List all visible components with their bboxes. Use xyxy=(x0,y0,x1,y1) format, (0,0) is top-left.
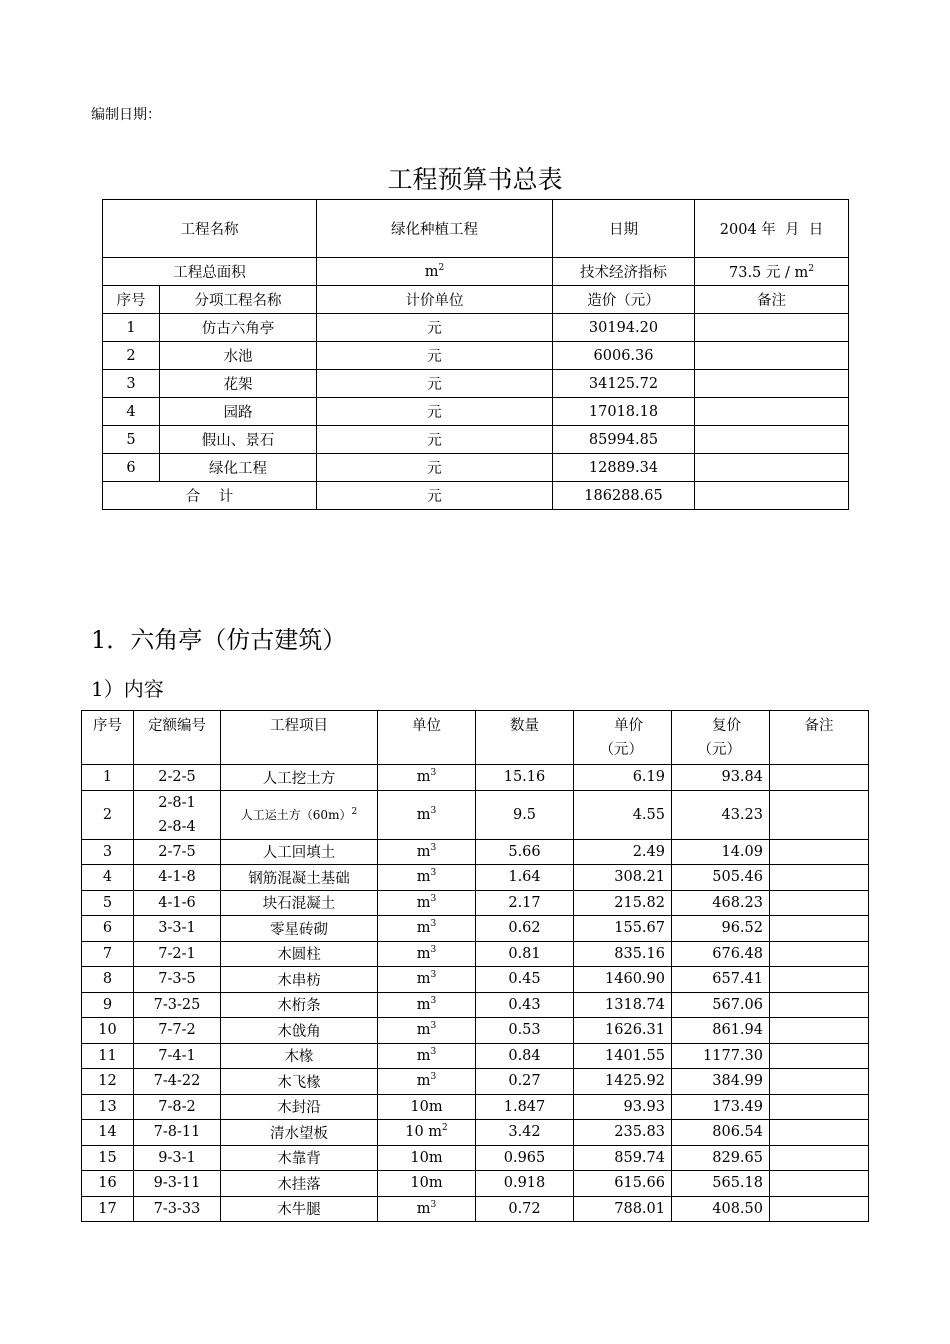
detail-row xyxy=(82,1069,869,1095)
detail-row-unit: $m^3$ xyxy=(378,967,476,993)
area-unit: $m^2$ xyxy=(317,258,553,286)
detail-row-item: 木椽 xyxy=(221,1043,378,1069)
summary-row xyxy=(103,398,849,426)
detail-row-qty: 0.45 xyxy=(476,967,574,993)
summary-row xyxy=(103,314,849,342)
detail-row-price: 1425.92 xyxy=(574,1069,672,1095)
detail-row-qty: 2.17 xyxy=(476,890,574,916)
detail-row-qty: 0.81 xyxy=(476,941,574,967)
detail-row-total: 408.50 xyxy=(672,1196,770,1222)
date-label: 编制日期： xyxy=(91,107,161,123)
subsection-title: 1）内容 xyxy=(91,677,164,701)
detail-row xyxy=(82,865,869,891)
detail-row-note xyxy=(770,1094,869,1120)
detail-row-qty: 5.66 xyxy=(476,839,574,865)
detail-row-no: 6 xyxy=(82,916,134,942)
detail-row-item: 木封沿 xyxy=(221,1094,378,1120)
detail-row-no: 5 xyxy=(82,890,134,916)
detail-col-code: 定额编号 xyxy=(134,711,221,765)
detail-row-note xyxy=(770,1196,869,1222)
detail-col-unit: 单位 xyxy=(378,711,476,765)
total-area-label: 工程总面积 xyxy=(103,258,317,286)
detail-row-note xyxy=(770,1145,869,1171)
detail-row-unit: 10m xyxy=(378,1171,476,1197)
detail-row-item: 人工运土方$(60m)^2$ xyxy=(221,790,378,839)
detail-row-item: 木串枋 xyxy=(221,967,378,993)
detail-row-item: 木挂落 xyxy=(221,1171,378,1197)
indicator-label: 技术经济指标 xyxy=(553,258,695,286)
detail-row-qty: 0.918 xyxy=(476,1171,574,1197)
detail-row-qty: 0.27 xyxy=(476,1069,574,1095)
summary-table xyxy=(102,199,849,510)
detail-row-note xyxy=(770,865,869,891)
detail-row-note xyxy=(770,992,869,1018)
detail-row-total: 806.54 xyxy=(672,1120,770,1146)
detail-row-qty: 0.72 xyxy=(476,1196,574,1222)
detail-row-unit: $m^3$ xyxy=(378,765,476,791)
summary-row-unit: 元 xyxy=(317,454,553,482)
summary-row-name: 花架 xyxy=(160,370,317,398)
summary-title: 工程预算书总表 xyxy=(387,165,563,194)
col-name: 分项工程名称 xyxy=(160,286,317,314)
date-header: 日期 xyxy=(553,200,695,258)
total-label: 合 计 xyxy=(103,482,317,510)
summary-row-no: 3 xyxy=(103,370,160,398)
detail-row-no: 15 xyxy=(82,1145,134,1171)
detail-row-unit: $m^3$ xyxy=(378,890,476,916)
detail-row-price: 1626.31 xyxy=(574,1018,672,1044)
detail-row-total: 1177.30 xyxy=(672,1043,770,1069)
summary-row-no: 4 xyxy=(103,398,160,426)
detail-row-item: 木飞椽 xyxy=(221,1069,378,1095)
detail-row-total: 468.23 xyxy=(672,890,770,916)
detail-row-no: 16 xyxy=(82,1171,134,1197)
detail-row-total: 676.48 xyxy=(672,941,770,967)
summary-row-no: 6 xyxy=(103,454,160,482)
detail-row-code: 9-3-1 xyxy=(134,1145,221,1171)
detail-row-item: 块石混凝土 xyxy=(221,890,378,916)
detail-row-item: 木圆柱 xyxy=(221,941,378,967)
detail-row-note xyxy=(770,1120,869,1146)
detail-row-item: 零星砖砌 xyxy=(221,916,378,942)
detail-row-item: 人工回填土 xyxy=(221,839,378,865)
detail-row-code: 9-3-11 xyxy=(134,1171,221,1197)
detail-row-price: 93.93 xyxy=(574,1094,672,1120)
detail-row-code: 7-3-33 xyxy=(134,1196,221,1222)
summary-row-unit: 元 xyxy=(317,398,553,426)
summary-row xyxy=(103,370,849,398)
summary-row-unit: 元 xyxy=(317,342,553,370)
detail-row-unit: 10m xyxy=(378,1094,476,1120)
detail-row-code: 2-7-5 xyxy=(134,839,221,865)
detail-row-code: 7-8-2 xyxy=(134,1094,221,1120)
detail-row-unit: 10 $m^2$ xyxy=(378,1120,476,1146)
summary-row-note xyxy=(695,370,849,398)
detail-col-price: 单价 （元） xyxy=(574,711,672,765)
total-note xyxy=(695,482,849,510)
detail-row-qty: 0.965 xyxy=(476,1145,574,1171)
indicator-value: 73.5 元 / $m^2$ xyxy=(695,258,849,286)
summary-row-note xyxy=(695,314,849,342)
detail-row-qty: 0.43 xyxy=(476,992,574,1018)
detail-row-no: 8 xyxy=(82,967,134,993)
detail-row-unit: $m^3$ xyxy=(378,992,476,1018)
detail-row-code: 7-4-22 xyxy=(134,1069,221,1095)
summary-row-note xyxy=(695,454,849,482)
detail-row xyxy=(82,967,869,993)
detail-row xyxy=(82,839,869,865)
detail-row-no: 13 xyxy=(82,1094,134,1120)
detail-row-price: 155.67 xyxy=(574,916,672,942)
detail-row-price: 859.74 xyxy=(574,1145,672,1171)
summary-row-no: 2 xyxy=(103,342,160,370)
detail-row-price: 4.55 xyxy=(574,790,672,839)
detail-row-note xyxy=(770,765,869,791)
detail-row-qty: 1.64 xyxy=(476,865,574,891)
summary-row-no: 1 xyxy=(103,314,160,342)
detail-row-total: 565.18 xyxy=(672,1171,770,1197)
detail-col-total: 复价 （元） xyxy=(672,711,770,765)
detail-row-total: 829.65 xyxy=(672,1145,770,1171)
detail-row xyxy=(82,1196,869,1222)
detail-row-note xyxy=(770,1171,869,1197)
detail-row-item: 清水望板 xyxy=(221,1120,378,1146)
detail-row xyxy=(82,992,869,1018)
detail-row-total: 93.84 xyxy=(672,765,770,791)
detail-row-qty: 3.42 xyxy=(476,1120,574,1146)
project-name-label: 工程名称 xyxy=(103,200,317,258)
detail-row xyxy=(82,1094,869,1120)
detail-row-total: 96.52 xyxy=(672,916,770,942)
detail-row-unit: $m^3$ xyxy=(378,941,476,967)
summary-row xyxy=(103,454,849,482)
summary-row-note xyxy=(695,398,849,426)
detail-row-unit: $m^3$ xyxy=(378,1018,476,1044)
detail-row-total: 43.23 xyxy=(672,790,770,839)
detail-row xyxy=(82,1145,869,1171)
summary-row xyxy=(103,342,849,370)
detail-row-qty: 0.62 xyxy=(476,916,574,942)
detail-row xyxy=(82,1018,869,1044)
detail-row-no: 4 xyxy=(82,865,134,891)
detail-row-code: 4-1-6 xyxy=(134,890,221,916)
detail-row xyxy=(82,1171,869,1197)
detail-row-code: 2-8-1 2-8-4 xyxy=(134,790,221,839)
detail-row-unit: $m^3$ xyxy=(378,839,476,865)
detail-row-qty: 15.16 xyxy=(476,765,574,791)
detail-row-total: 505.46 xyxy=(672,865,770,891)
detail-row-code: 7-3-5 xyxy=(134,967,221,993)
detail-row-note xyxy=(770,941,869,967)
detail-row-total: 567.06 xyxy=(672,992,770,1018)
detail-row-item: 钢筋混凝土基础 xyxy=(221,865,378,891)
total-unit: 元 xyxy=(317,482,553,510)
detail-row-price: 308.21 xyxy=(574,865,672,891)
section-title: 1．六角亭（仿古建筑） xyxy=(91,626,347,654)
summary-row-unit: 元 xyxy=(317,314,553,342)
detail-col-no: 序号 xyxy=(82,711,134,765)
detail-row-total: 861.94 xyxy=(672,1018,770,1044)
detail-row-code: 2-2-5 xyxy=(134,765,221,791)
detail-row-no: 17 xyxy=(82,1196,134,1222)
detail-row-qty: 0.84 xyxy=(476,1043,574,1069)
detail-row-note xyxy=(770,1018,869,1044)
summary-row-name: 假山、景石 xyxy=(160,426,317,454)
detail-row-price: 1318.74 xyxy=(574,992,672,1018)
summary-row-unit: 元 xyxy=(317,370,553,398)
detail-row xyxy=(82,1120,869,1146)
detail-row-price: 615.66 xyxy=(574,1171,672,1197)
detail-row-no: 1 xyxy=(82,765,134,791)
detail-row xyxy=(82,890,869,916)
detail-row-note xyxy=(770,916,869,942)
detail-row-code: 7-8-11 xyxy=(134,1120,221,1146)
summary-row-note xyxy=(695,342,849,370)
detail-row-note xyxy=(770,967,869,993)
detail-row-total: 657.41 xyxy=(672,967,770,993)
detail-row-price: 835.16 xyxy=(574,941,672,967)
detail-row-note xyxy=(770,1069,869,1095)
detail-row-no: 7 xyxy=(82,941,134,967)
detail-row-code: 3-3-1 xyxy=(134,916,221,942)
detail-row xyxy=(82,1043,869,1069)
date-value: 2004 年 月 日 xyxy=(695,200,849,258)
detail-row-note xyxy=(770,790,869,839)
detail-row-unit: 10m xyxy=(378,1145,476,1171)
detail-row-item: 人工挖土方 xyxy=(221,765,378,791)
detail-row-price: 2.49 xyxy=(574,839,672,865)
detail-row-price: 1460.90 xyxy=(574,967,672,993)
detail-row-no: 3 xyxy=(82,839,134,865)
detail-row-code: 7-4-1 xyxy=(134,1043,221,1069)
detail-row-note xyxy=(770,839,869,865)
summary-row-cost: 30194.20 xyxy=(553,314,695,342)
detail-row-code: 7-2-1 xyxy=(134,941,221,967)
detail-row-qty: 9.5 xyxy=(476,790,574,839)
summary-row-unit: 元 xyxy=(317,426,553,454)
detail-row xyxy=(82,916,869,942)
detail-row-qty: 1.847 xyxy=(476,1094,574,1120)
detail-row-unit: $m^3$ xyxy=(378,916,476,942)
detail-row-price: 1401.55 xyxy=(574,1043,672,1069)
summary-row-note xyxy=(695,426,849,454)
detail-row-unit: $m^3$ xyxy=(378,790,476,839)
detail-row-item: 木戗角 xyxy=(221,1018,378,1044)
total-cost: 186288.65 xyxy=(553,482,695,510)
detail-table xyxy=(81,710,869,1222)
detail-row-price: 235.83 xyxy=(574,1120,672,1146)
detail-row-no: 2 xyxy=(82,790,134,839)
detail-col-qty: 数量 xyxy=(476,711,574,765)
detail-row-no: 11 xyxy=(82,1043,134,1069)
detail-row-price: 788.01 xyxy=(574,1196,672,1222)
detail-row-price: 215.82 xyxy=(574,890,672,916)
detail-row-code: 7-3-25 xyxy=(134,992,221,1018)
detail-row xyxy=(82,790,869,839)
detail-row-no: 14 xyxy=(82,1120,134,1146)
detail-row-code: 4-1-8 xyxy=(134,865,221,891)
detail-row-item: 木牛腿 xyxy=(221,1196,378,1222)
detail-row-no: 9 xyxy=(82,992,134,1018)
col-no: 序号 xyxy=(103,286,160,314)
detail-row xyxy=(82,765,869,791)
detail-row-unit: $m^3$ xyxy=(378,1196,476,1222)
summary-row-name: 园路 xyxy=(160,398,317,426)
detail-row-no: 10 xyxy=(82,1018,134,1044)
summary-row xyxy=(103,426,849,454)
col-cost: 造价（元） xyxy=(553,286,695,314)
summary-row-cost: 85994.85 xyxy=(553,426,695,454)
col-unit: 计价单位 xyxy=(317,286,553,314)
detail-row-no: 12 xyxy=(82,1069,134,1095)
detail-row-total: 384.99 xyxy=(672,1069,770,1095)
summary-row-cost: 12889.34 xyxy=(553,454,695,482)
detail-col-note: 备注 xyxy=(770,711,869,765)
summary-row-name: 绿化工程 xyxy=(160,454,317,482)
col-note: 备注 xyxy=(695,286,849,314)
detail-row-note xyxy=(770,1043,869,1069)
detail-row-item: 木桁条 xyxy=(221,992,378,1018)
project-name: 绿化种植工程 xyxy=(317,200,553,258)
detail-col-item: 工程项目 xyxy=(221,711,378,765)
summary-row-cost: 34125.72 xyxy=(553,370,695,398)
summary-row-no: 5 xyxy=(103,426,160,454)
summary-row-name: 水池 xyxy=(160,342,317,370)
detail-row-item: 木靠背 xyxy=(221,1145,378,1171)
summary-row-name: 仿古六角亭 xyxy=(160,314,317,342)
detail-row-total: 173.49 xyxy=(672,1094,770,1120)
summary-row-cost: 6006.36 xyxy=(553,342,695,370)
detail-row-price: 6.19 xyxy=(574,765,672,791)
detail-row-unit: $m^3$ xyxy=(378,1043,476,1069)
detail-row-unit: $m^3$ xyxy=(378,865,476,891)
detail-row-qty: 0.53 xyxy=(476,1018,574,1044)
detail-row-code: 7-7-2 xyxy=(134,1018,221,1044)
detail-row-note xyxy=(770,890,869,916)
detail-row-total: 14.09 xyxy=(672,839,770,865)
detail-row-unit: $m^3$ xyxy=(378,1069,476,1095)
summary-row-cost: 17018.18 xyxy=(553,398,695,426)
detail-row xyxy=(82,941,869,967)
